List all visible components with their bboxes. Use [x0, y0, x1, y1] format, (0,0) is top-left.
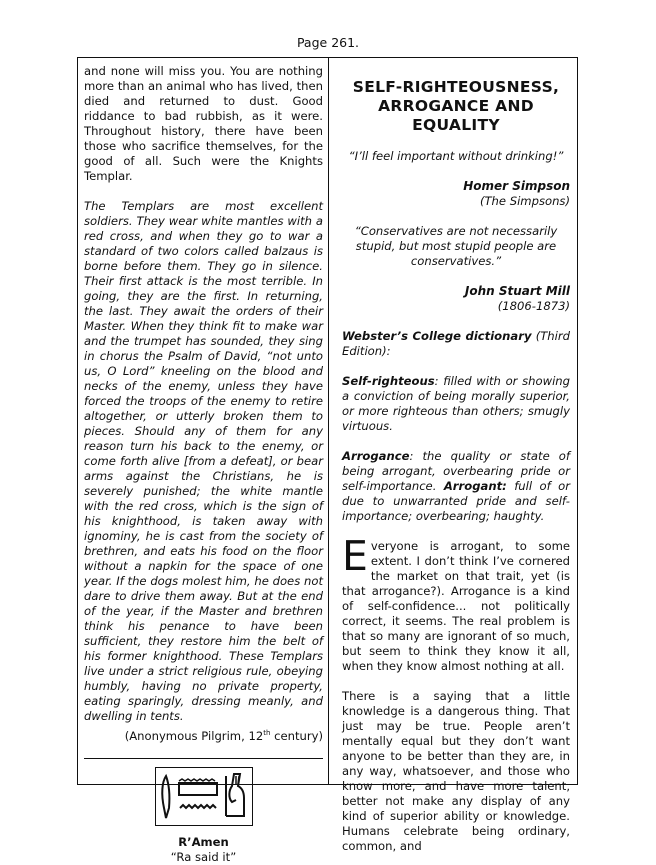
glyph-name: R’Amen — [178, 834, 229, 849]
quote-attribution: (Anonymous Pilgrim, 12th century) — [124, 728, 323, 743]
left-column — [78, 58, 329, 864]
section-separator — [84, 758, 323, 759]
homer-quote: “I’ll feel important without drinking!” — [348, 149, 564, 163]
hieroglyph-icon — [155, 767, 253, 826]
templar-quote-paragraph: The Templars are most excellent soldiers. They wear white mantles with a red cross, and when they go to war a standard of two colors called balzaus is borne before them. They go in silence. Their first attack is the most terrible. In going, they are the first. In returning, the last. They await the orders of their Master. When they think fit to make war and the trumpet has sounded, they sing in chorus the Psalm of David, “not unto us, O Lord” kneeling on the blood and necks of the enemy, unless they have forced the troops of the enemy to retire altogether, or utterly broken them to pieces. Should any of them for any reason turn his back to the enemy, or come forth alive [from a defeat], or bear arms against the Christians, he is severely punished; the white mantle with the red cross, which is the sign of his knighthood, is taken away with ignominy, he is cast from the society of brethren, and eats his food on the floor without a napkin for the space of one year. If the dogs molest him, he does not dare to drive them away. But at the end of the year, if the Master and brethren think his penance to have been sufficient, they restore him the belt of his former knighthood. These Templars live under a strict religious rule, obeying humbly, having no private property, eating sparingly, dressing meanly, and dwelling in tents. — [84, 199, 323, 723]
page-frame — [77, 57, 578, 864]
homer-author: Homer Simpson — [463, 179, 570, 193]
essay-paragraph-1: Everyone is arrogant, to some extent. I don’t think I’ve cornered the market on that trait, yet (is that arrogance?). Arrogance is a kind of self-confidence... not politically correct, it seems. The real problem is that so many are ignorant of so much, but seem to think they know it all, when they know almost nothing at all. — [342, 532, 570, 673]
definition-arrogance: Arrogance: the quality or state of being arrogant, overbearing pride or self-importance. Arrogant: full of or due to unwarranted pride and self-importance; overbearing; haughty. — [342, 449, 570, 523]
mill-source: (1806-1873) — [497, 299, 570, 313]
mill-author: John Stuart Mill — [464, 284, 570, 298]
glyph-translation: “Ra said it” — [170, 849, 237, 864]
drop-cap: E — [342, 532, 368, 580]
mill-quote: “Conservatives are not necessarily stupid, but most stupid people are conservatives.” — [354, 224, 558, 268]
page-number: Page 261. — [296, 35, 360, 50]
dictionary-reference: Webster’s College dictionary (Third Edition): — [342, 329, 570, 358]
intro-paragraph: and none will miss you. You are nothing more than an animal who has lived, then died and returned to dust. Good riddance to bad rubbish, as it were. Throughout history, there have been those who sacrifice themselves, for the good of all. Such were the Knights Templar. — [84, 64, 323, 183]
definition-self-righteous: Self-righteous: filled with or showing a conviction of being morally superior, or more righteous than others; smugly virtuous. — [342, 374, 570, 433]
right-column — [330, 58, 578, 853]
essay-paragraph-2: There is a saying that a little knowledge is a dangerous thing. That just may be true. People aren’t mentally equal but they don’t want anyone to be better than they are, in any way, whatsoever, and those who know more, and have more talent, better not make any display of any kind of superior ability or knowledge. Humans celebrate being ordinary, common, and — [342, 689, 570, 853]
homer-source: (The Simpsons) — [479, 194, 570, 208]
section-title: SELF-RIGHTEOUSNESS, ARROGANCE AND EQUALITY — [352, 78, 560, 134]
